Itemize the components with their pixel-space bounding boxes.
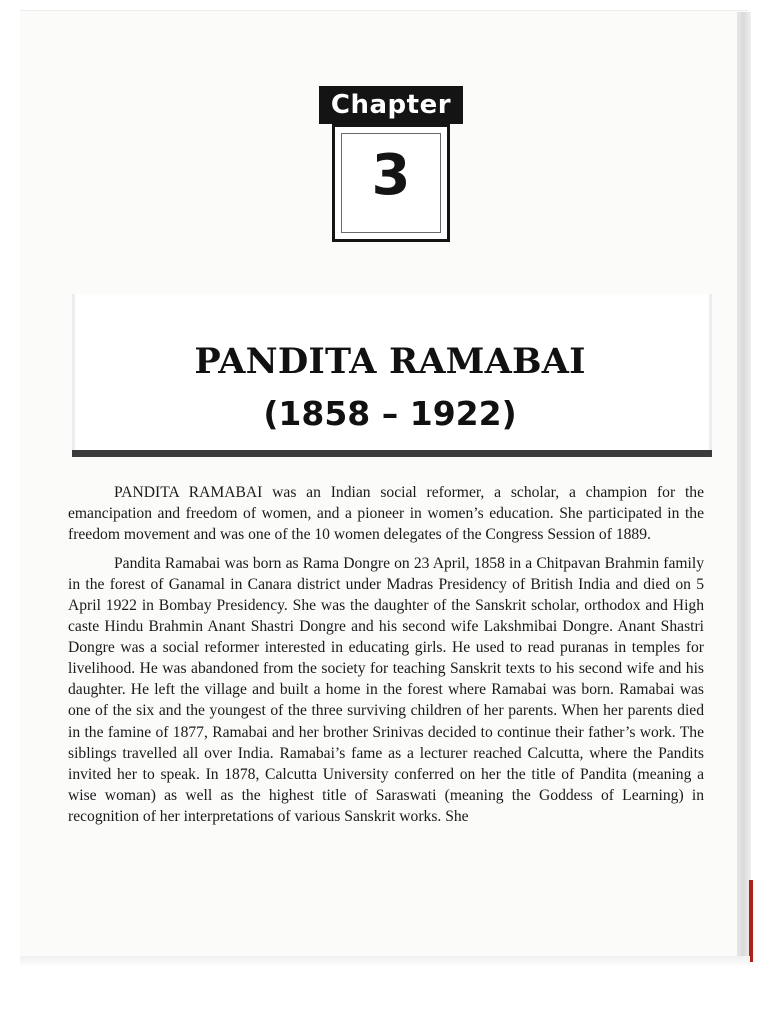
paragraph-biography: Pandita Ramabai was born as Rama Dongre on 23 April, 1858 in a Chitpavan Brahmin family in the forest of Ganamal in Canara district under Madras Presidency of British India and died on 5 April 1922 in Bombay Presidency. She was the daughter of the Sanskrit scholar, orthodox and High caste Hindu Brahmin Anant Shastri Dongre and his second wife Lakshmibai Dongre. Anant Shastri Dongre was a social reformer interested in educating girls. He used to read puranas in temples for livelihood. He was abandoned from the society for teaching Sanskrit texts to his second wife and his daughter. He left the village and built a home in the forest where Ramabai was born. Ramabai was one of the six and the youngest of the three surviving children of her parents. When her parents died in the famine of 1877, Ramabai and her brother Srinivas decided to continue their father’s work. The siblings travelled all over India. Ramabai’s fame as a lecturer reached Calcutta, where the Pandits invited her to speak. In 1878, Calcutta University conferred on her the title of Pandita (meaning a wise woman) as well as the highest title of Saraswati (meaning the Goddess of Learning) in recognition of her interpretations of various Sanskrit works. She xyxy=(68,555,704,825)
page-bottom-edge xyxy=(20,956,750,964)
chapter-title-years: (1858 – 1922) xyxy=(263,394,517,433)
chapter-badge xyxy=(319,86,463,242)
chapter-title: PANDITA RAMABAI xyxy=(194,341,586,382)
page-edge-mark xyxy=(749,880,753,962)
page-edge-shadow xyxy=(737,12,751,964)
chapter-number-box xyxy=(332,124,450,242)
chapter-number: 3 xyxy=(371,143,411,208)
body-text xyxy=(68,482,704,835)
title-underline-rule xyxy=(72,450,712,457)
paragraph-intro: PANDITA RAMABAI was an Indian social reformer, a scholar, a champion for the emancipation and freedom of women, and a pioneer in women’s education. She participated in the freedom movement and was one of the 10 women delegates of the Congress Session of 1889. xyxy=(68,484,704,544)
chapter-label: Chapter xyxy=(319,86,463,124)
